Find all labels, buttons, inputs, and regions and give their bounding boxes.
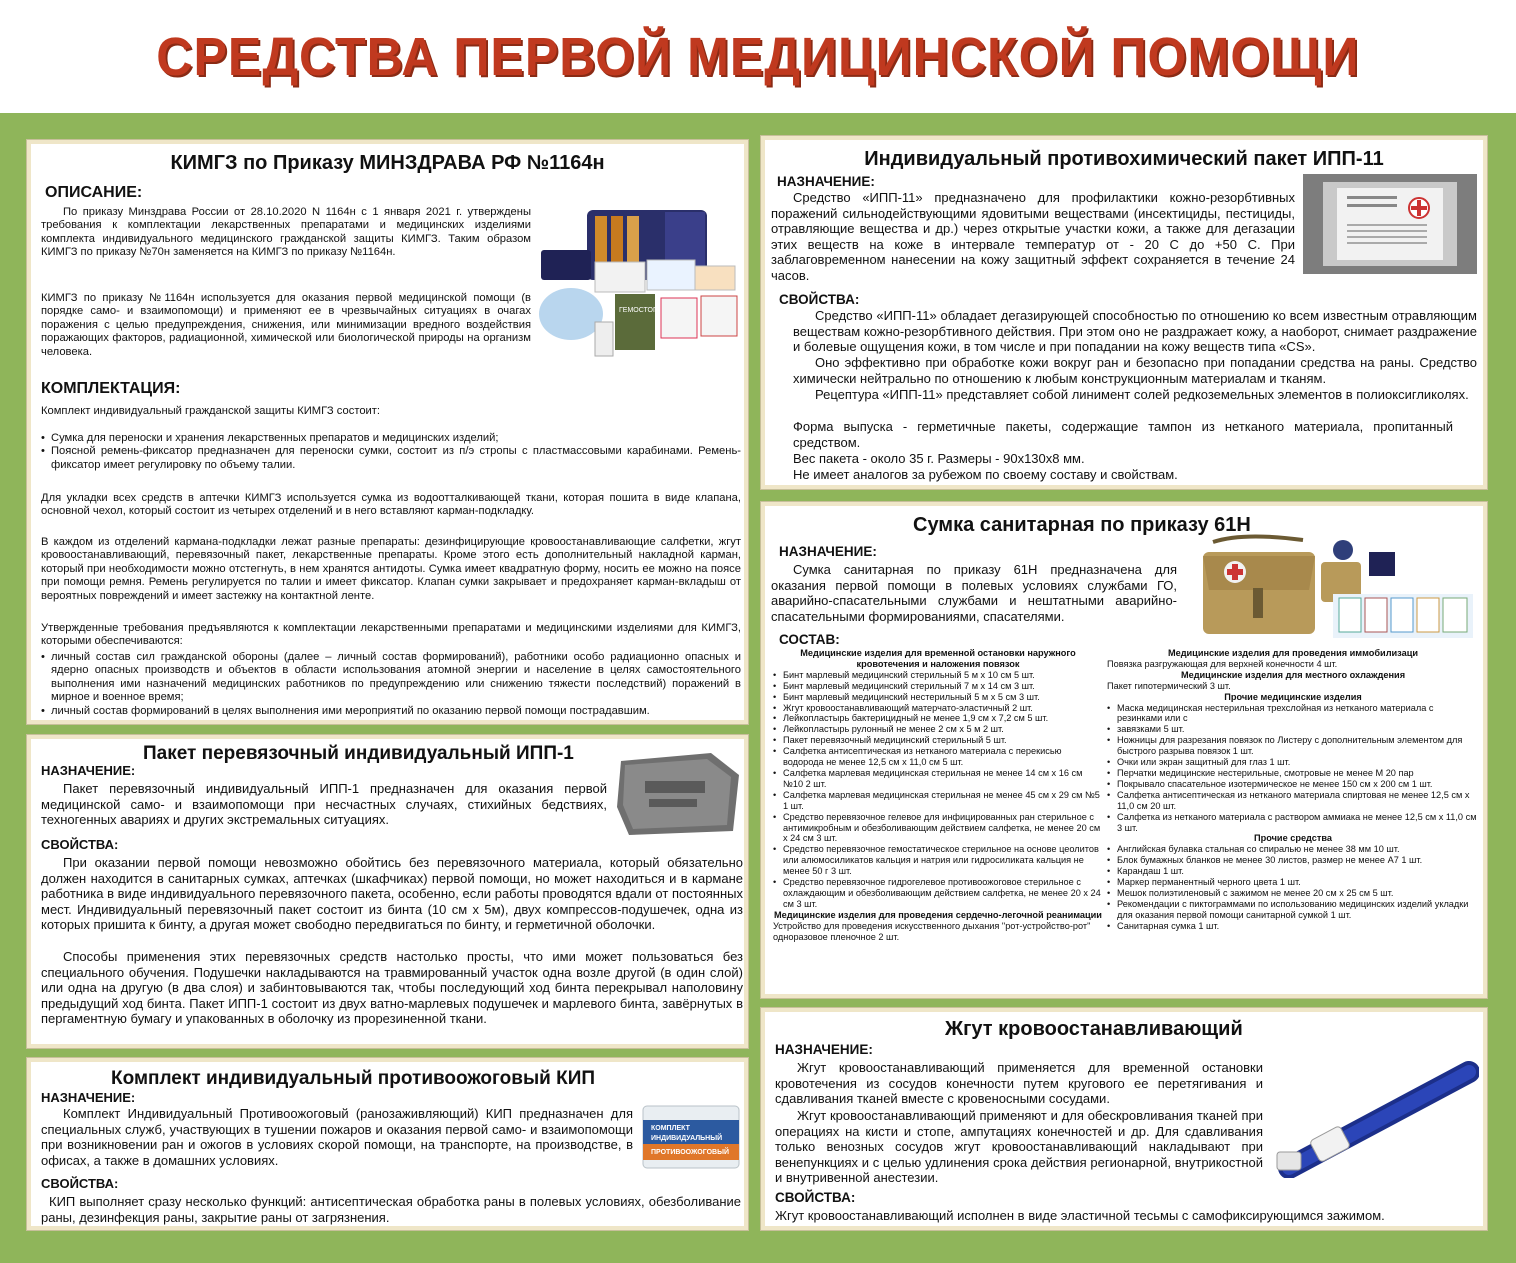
bag61-purpose: Сумка санитарная по приказу 61Н предназначена для оказания первой помощи в полевых условиях службами ГО, аварийно-спасательными службами и нештатными аварийно-спасательными формированиями, спасателями. — [771, 562, 1177, 624]
list-item: • Средство перевязочное гидрогелевое противоожоговое стерильное с охлаждающим и обезболивающим действием салфетка, не менее 20 х 24 см 3 шт. — [773, 877, 1103, 910]
list-item: • Ножницы для разрезания повязок по Листеру с дополнительным элементом для быстрого разрыва повязок 1 шт. — [1107, 735, 1479, 757]
list-item: • Бинт марлевый медицинский нестерильный 5 м х 5 см 3 шт. — [773, 692, 1103, 703]
bag61-title: Сумка санитарная по приказу 61Н — [913, 514, 1251, 536]
panel-ipp1 — [27, 735, 748, 1048]
bag61-bag-image — [1183, 532, 1483, 642]
bag61-right-h1: Медицинские изделия для проведения иммобилизаци — [1167, 648, 1419, 658]
kimgz-kit-intro: Комплект индивидуальный гражданской защиты КИМГЗ состоит: — [41, 405, 381, 417]
list-item: • Блок бумажных бланков не менее 30 листов, размер не менее А7 1 шт. — [1107, 855, 1479, 866]
bag61-right-p2: Пакет гипотермический 3 шт. — [1107, 680, 1231, 691]
bag61-right-h4: Прочие средства — [1253, 833, 1333, 844]
bag61-left-list — [773, 670, 1103, 910]
kimgz-kit-list2 — [41, 651, 741, 718]
kimgz-kit-heading: КОМПЛЕКТАЦИЯ: — [41, 380, 181, 397]
kip-package-image — [641, 1102, 741, 1172]
list-item: • Салфетка из нетканого материала с раствором аммиака не менее 12,5 см х 11,0 см 3 шт. — [1107, 812, 1479, 834]
bag61-purpose-heading: НАЗНАЧЕНИЕ: — [779, 544, 877, 559]
panel-kip — [27, 1058, 748, 1230]
list-item: • Салфетка марлевая медицинская стерильная не менее 14 см х 16 см №10 2 шт. — [773, 768, 1103, 790]
list-item: • Мешок полиэтиленовый с зажимом не менее 20 см х 25 см 5 шт. — [1107, 888, 1479, 899]
kimgz-desc-p1: По приказу Минздрава России от 28.10.2020 N 1164н с 1 января 2021 г. утверждены требования к комплектации лекарственных препаратами и медицинских изделиями комплекта индивидуального медицинского гражданской защиты КИМГЗ. Таким образом КИМГЗ по приказу №70н заменяется на КИМГЗ по приказу №1164н. — [41, 206, 531, 259]
list-item: • Салфетка антисептическая из нетканого материала с перекисью водорода не менее 12,5 см х 11,0 см 5 шт. — [773, 746, 1103, 768]
kimgz-kit-list — [41, 432, 741, 472]
tourniquet-props-heading: СВОЙСТВА: — [775, 1190, 856, 1205]
ipp11-purpose-heading: НАЗНАЧЕНИЕ: — [777, 174, 875, 189]
ipp11-props-p1: Средство «ИПП-11» обладает дегазирующей способностью по отношению ко всем известным отравляющим веществам кожно-резорбтивного действия. При этом оно не раздражает кожу, а наоборот, снимает раздражение и болевые ощущения кожи, в том числе и при попадании на кожу веществ типа «CS». — [793, 308, 1477, 355]
list-item: • личный состав формирований в целях выполнения ими мероприятий по оказанию первой помощи пострадавшим. — [41, 705, 741, 718]
list-item: • Сумка для переноски и хранения лекарственных препаратов и медицинских изделий; — [41, 432, 741, 445]
ipp11-props-p4: Форма выпуска - герметичные пакеты, содержащие тампон из нетканого материала, пропитанный средством. — [793, 419, 1453, 450]
list-item: • завязками 5 шт. — [1107, 724, 1479, 735]
ipp11-props-p6: Не имеет аналогов за рубежом по своему составу и свойствам. — [793, 467, 1178, 482]
list-item: • Средство перевязочное гелевое для инфицированных ран стерильное с антимикробным и обезболивающим действием салфетка, не менее 20 см х 24 см 3 шт. — [773, 812, 1103, 845]
ipp11-title: Индивидуальный противохимический пакет ИПП-11 — [864, 148, 1384, 170]
list-item: • Лейкопластырь рулонный не менее 2 см х 5 м 2 шт. — [773, 724, 1103, 735]
ipp1-title: Пакет перевязочный индивидуальный ИПП-1 — [143, 743, 574, 764]
list-item: • Средство перевязочное гемостатическое стерильное на основе цеолитов или алюмосиликатов кальция и натрия или гидросиликата кальция не менее 50 г 3 шт. — [773, 844, 1103, 877]
ipp11-purpose: Средство «ИПП-11» предназначено для профилактики кожно-резорбтивных поражений сильнодействующими ядовитыми веществами (инсектициды, пестициды, отравляющие вещества и др.) через открытые участки кожи, а также для дегазации этих веществ на коже в интервале температур от - 20 С до +50 С. При заблаговременном нанесении на кожу защитный эффект сохраняется в течение 24 часов. — [771, 190, 1295, 283]
ipp11-props-p5: Вес пакета - около 35 г. Размеры - 90х130х8 мм. — [793, 451, 1085, 466]
list-item: • Очки или экран защитный для глаз 1 шт. — [1107, 757, 1479, 768]
tourniquet-purpose-heading: НАЗНАЧЕНИЕ: — [775, 1042, 873, 1057]
list-item: • Маска медицинская нестерильная трехслойная из нетканого материала с резинками или с — [1107, 703, 1479, 725]
bag61-left-h2: Медицинские изделия для проведения сердечно-легочной реанимации — [774, 909, 1102, 920]
bag61-right-h3: Прочие медицинские изделия — [1224, 691, 1362, 702]
kip-pack-label-2: ИНДИВИДУАЛЬНЫЙ — [651, 1135, 723, 1142]
svg-text:ГЕМОСТОП: ГЕМОСТОП — [619, 307, 658, 314]
tourniquet-title: Жгут кровоостанавливающий — [945, 1018, 1243, 1040]
ipp1-props-heading: СВОЙСТВА: — [41, 837, 119, 852]
tourniquet-image — [1269, 1058, 1479, 1178]
ipp1-props-p1: При оказании первой помощи невозможно обойтись без перевязочного материала, который обязательно должен находится в санитарных сумках, аптечках (шкафчиках) первой помощи, но может находиться и в кармане работника в виде индивидуального перевязочного пакета, особенно, если работы проводятся вдали от постоянных мест. Индивидуальный перевязочный пакет состоит из бинта (10 см х 5м), двух компрессов-подушечек, одна из которых пришита к бинту, а другая может свободно передвигаться по бинту, и герметичной оболочки. — [41, 855, 743, 933]
ipp1-purpose: Пакет перевязочный индивидуальный ИПП-1 предназначен для оказания первой медицинской само- и взаимопомощи при несчастных случаях, стихийных бедствиях, техногенных авариях и других экстремальных ситуациях. — [41, 781, 607, 828]
kimgz-kit-p1: Для укладки всех средств в аптечки КИМГЗ используется сумка из водоотталкивающей ткани, которая пошита в виде клапана, основной чехол, который состоит из четырех отделений и в него вставляют карман-подкладку. — [41, 492, 741, 518]
list-item: • Рекомендации с пиктограммами по использованию медицинских изделий укладки для оказания первой помощи санитарной сумкой 1 шт. — [1107, 899, 1479, 921]
bag61-right-list1 — [1107, 703, 1479, 834]
kip-title: Комплект индивидуальный противоожоговый КИП — [111, 1068, 596, 1089]
list-item: • Покрывало спасательное изотермическое не менее 150 см х 200 см 1 шт. — [1107, 779, 1479, 790]
list-item: • Поясной ремень-фиксатор предназначен для переноски сумки, состоит из п/э стропы с пластмассовыми карабинами. Ремень-фиксатор имеет регулировку по объему талии. — [41, 445, 741, 472]
kimgz-title: КИМГЗ по Приказу МИНЗДРАВА РФ №1164н — [170, 152, 605, 174]
kip-props-heading: СВОЙСТВА: — [41, 1176, 119, 1191]
bag61-left-h1: Медицинские изделия для временной остановки наружного кровотечения и наложения повязок — [800, 648, 1076, 669]
ipp11-props-p3: Рецептура «ИПП-11» представляет собой линимент солей редкоземельных элементов в полиоксигликолях. — [815, 387, 1469, 402]
list-item: • Карандаш 1 шт. — [1107, 866, 1479, 877]
kip-pack-label-3: ПРОТИВООЖОГОВЫЙ — [651, 1149, 729, 1156]
bag61-comp-heading: СОСТАВ: — [779, 632, 840, 647]
list-item: • Салфетка антисептическая из нетканого материала спиртовая не менее 12,5 см х 11,0 см 20 шт. — [1107, 790, 1479, 812]
panel-tourniquet — [761, 1008, 1487, 1230]
bag61-left-p2: Устройство для проведения искусственного дыхания "рот-устройство-рот" одноразовое пленочное 2 шт. — [773, 920, 1091, 942]
bag61-right-h2: Медицинские изделия для местного охлаждения — [1180, 669, 1406, 680]
list-item: • Маркер перманентный черного цвета 1 шт. — [1107, 877, 1479, 888]
panel-ipp11 — [761, 136, 1487, 489]
kimgz-desc-heading: ОПИСАНИЕ: — [45, 184, 143, 201]
kip-pack-label-1: КОМПЛЕКТ — [651, 1125, 690, 1132]
tourniquet-purpose-p1: Жгут кровоостанавливающий применяется для временной остановки кровотечения из сосудов конечности путем кругового ее перетягивания и сдавливания тканей вместе с кровеносными сосудами. — [775, 1060, 1263, 1107]
page-title: СРЕДСТВА ПЕРВОЙ МЕДИЦИНСКОЙ ПОМОЩИ — [156, 26, 1360, 87]
bag61-left-column — [773, 648, 1103, 942]
list-item: • Санитарная сумка 1 шт. — [1107, 921, 1479, 932]
kimgz-desc-p2: КИМГЗ по приказу №1164н используется для оказания первой медицинской помощи (в порядке само- и взаимопомощи) и применяют ее в чрезвычайных ситуациях в очагах поражения с целью предупреждения, снижения, или минимизации вредного воздействия поражающих факторов, радиационной, химической или биологической природы на организм человека. — [41, 292, 531, 358]
list-item: • Английская булавка стальная со спиралью не менее 38 мм 10 шт. — [1107, 844, 1479, 855]
kimgz-kit-p3: Утвержденные требования предъявляются к комплектации лекарственными препаратами и медицинскими изделиями для КИМГЗ, которыми обеспечиваются: — [41, 622, 741, 648]
list-item: • Жгут кровоостанавливающий матерчато-эластичный 2 шт. — [773, 703, 1103, 714]
kip-purpose: Комплект Индивидуальный Противоожоговый (ранозаживляющий) КИП предназначен для специальных служб, участвующих в тушении пожаров и оказания первой само- и взаимопомощи при возникновении ран и ожогов в условиях скорой помощи, на транспорте, на производстве, в офисах, а также в домашних условиях. — [41, 1106, 633, 1168]
list-item: • Бинт марлевый медицинский стерильный 7 м х 14 см 3 шт. — [773, 681, 1103, 692]
ipp1-purpose-heading: НАЗНАЧЕНИЕ: — [41, 763, 136, 778]
tourniquet-purpose-p2: Жгут кровоостанавливающий применяют и для обескровливания тканей при операциях на кисти и стопе, ампутациях конечностей и др. Для сдавливания только венозных сосудов жгут кровоостанавливающий накладывают при венепункциях и с целью удлинения срока действия регионарной, внутрикостной и внутривенной анестезии. — [775, 1108, 1263, 1186]
kip-purpose-heading: НАЗНАЧЕНИЕ: — [41, 1090, 136, 1105]
page-header — [0, 0, 1516, 113]
ipp1-props-p2: Способы применения этих перевязочных средств настолько просты, что ими может пользоваться без специального обучения. Подушечки накладываются на травмированный участок одна возле другой (в один слой) или одна на другую (в два слоя) и забинтовываются так, чтобы последующий ход бинта перекрывал наполовину предыдущий ход бинта. Пакет ИПП-1 состоит из двух ватно-марлевых подушечек и марлевого бинта, завёрнутых в пергаментную бумагу и упакованных в оболочку из прорезиненной ткани. — [41, 949, 743, 1027]
panel-kimgz — [27, 140, 748, 724]
bag61-right-list2 — [1107, 844, 1479, 931]
list-item: • Бинт марлевый медицинский стерильный 5 м х 10 см 5 шт. — [773, 670, 1103, 681]
kip-props: КИП выполняет сразу несколько функций: антисептическая обработка раны в полевых условиях, обезболивание раны, дезинфекция раны, закрытие раны от загрязнения. — [41, 1194, 741, 1225]
tourniquet-props: Жгут кровоостанавливающий исполнен в виде эластичной тесьмы с самофиксирующимся зажимом. — [775, 1208, 1385, 1223]
list-item: • Пакет перевязочный медицинский стерильный 5 шт. — [773, 735, 1103, 746]
list-item: • Лейкопластырь бактерицидный не менее 1,9 см х 7,2 см 5 шт. — [773, 713, 1103, 724]
list-item: • личный состав сил гражданской обороны (далее – личный состав формирований), работники особо радиационно опасных и ядерно опасных производств и объектов в области использования атомной энергии и население в целях самостоятельного выполнения ими назначений медицинских работников по предупреждению или снижению тяжести последствий) поражений в мирное и военное время; — [41, 651, 741, 705]
list-item: • Перчатки медицинские нестерильные, смотровые не менее M 20 пар — [1107, 768, 1479, 779]
list-item: • Салфетка марлевая медицинская стерильная не менее 45 см х 29 см №5 1 шт. — [773, 790, 1103, 812]
kimgz-kit-p2: В каждом из отделений кармана-подкладки лежат разные препараты: дезинфицирующие кровоостанавливающие салфетки, жгут кровоостанавливающий, перевязочный пакет, лекарственные препараты. Кроме этого есть дополнительный накладной карман, который при необходимости можно отстегнуть, в нем хранятся антидоты. Сумка имеет квадратную форму, носить ее можно на поясе при помощи ремня. Ремень регулируется по талии и имеет фиксатор. Клапан сумки закрывает и предохраняет карман-вкладыш от вероятных повреждений и имеет застежку на контактной ленте. — [41, 536, 741, 602]
kimgz-kit-image — [535, 202, 741, 362]
ipp11-package-image — [1303, 174, 1477, 274]
ipp11-props-p2: Оно эффективно при обработке кожи вокруг ран и безопасно при попадании средства на раны. Средство химически нейтрально по отношению к любым конструкционным материалам и тканям. — [793, 355, 1477, 386]
panel-bag61 — [761, 502, 1487, 998]
bag61-right-p1: Повязка разгружающая для верхней конечности 4 шт. — [1107, 658, 1338, 669]
ipp11-props-heading: СВОЙСТВА: — [779, 292, 860, 307]
bag61-right-column — [1107, 648, 1479, 932]
ipp1-package-image — [615, 747, 743, 837]
